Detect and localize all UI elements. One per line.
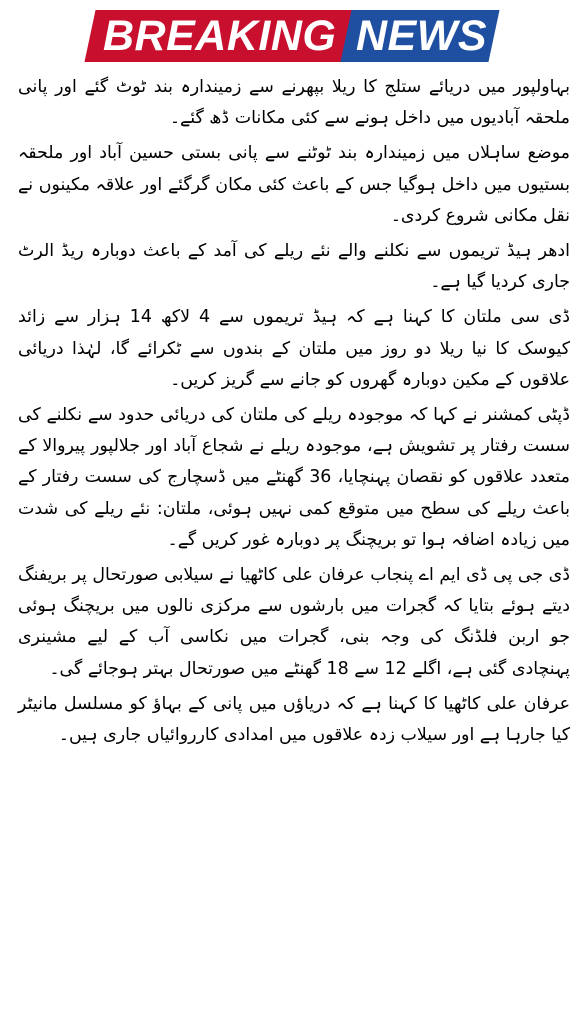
news-article	[18, 72, 570, 755]
article-paragraph-7: عرفان علی کاٹھیا کا کہنا ہے کہ دریاؤں میں پانی کے بہاؤ کو مسلسل مانیٹر کیا جارہا ہے اور سیلاب زدہ علاقوں میں امدادی کارروائیاں جاری ہیں۔	[18, 693, 570, 746]
breaking-news-banner	[0, 0, 585, 70]
article-paragraph-6: ڈی جی پی ڈی ایم اے پنجاب عرفان علی کاٹھیا نے سیلابی صورتحال پر بریفنگ دیتے ہوئے بتایا کہ گجرات میں بارشوں سے مرکزی نالوں میں بریچنگ ہوئی جو اربن فلڈنگ کی وجہ بنی، گجرات میں نکاسی آب کے لیے مشینری پہنچادی گئی ہے، اگلے 12 سے 18 گھنٹے میں صورتحال بہتر ہوجائے گی۔	[18, 565, 570, 679]
banner-word-news: NEWS	[356, 12, 487, 60]
article-paragraph-4: ڈی سی ملتان کا کہنا ہے کہ ہیڈ تریموں سے 4 لاکھ 14 ہزار سے زائد کیوسک کا نیا ریلا دو روز میں ملتان کے بندوں سے ٹکرائے گا، لہٰذا دریائی علاقوں کے مکین دوبارہ گھروں کو جانے سے گریز کریں۔	[18, 307, 570, 390]
banner-word-breaking: BREAKING	[103, 12, 337, 60]
article-paragraph-2: موضع ساہلاں میں زمیندارہ بند ٹوٹنے سے پانی بستی حسین آباد اور ملحقہ بستیوں میں داخل ہوگیا جس کے باعث کئی مکان گرگئے اور علاقہ مکینوں نے نقل مکانی شروع کردی۔	[18, 143, 570, 226]
article-paragraph-1: بہاولپور میں دریائے ستلج کا ریلا بپھرنے سے زمیندارہ بند ٹوٹ گئے اور پانی ملحقہ آبادیوں میں داخل ہونے سے کئی مکانات ڈھ گئے۔	[18, 77, 570, 129]
article-paragraph-5: ڈپٹی کمشنر نے کہا کہ موجودہ ریلے کی ملتان کی دریائی حدود سے نکلنے کی سست رفتار پر تشویش ہے، موجودہ ریلے نے شجاع آباد اور جلالپور پیروالا کے متعدد علاقوں کو نقصان پہنچایا، 36 گھنٹے میں ڈسچارج کی سست رفتار کے باعث ریلے کی سطح میں متوقع کمی نہیں ہوئی، ملتان: نئے ریلے کی شدت میں زیادہ اضافہ ہوا تو بریچنگ پر دوبارہ غور کریں گے۔	[18, 405, 570, 550]
article-paragraph-3: ادھر ہیڈ تریموں سے نکلنے والے نئے ریلے کی آمد کے باعث دوبارہ ریڈ الرٹ جاری کردیا گیا ہے۔	[18, 241, 570, 293]
